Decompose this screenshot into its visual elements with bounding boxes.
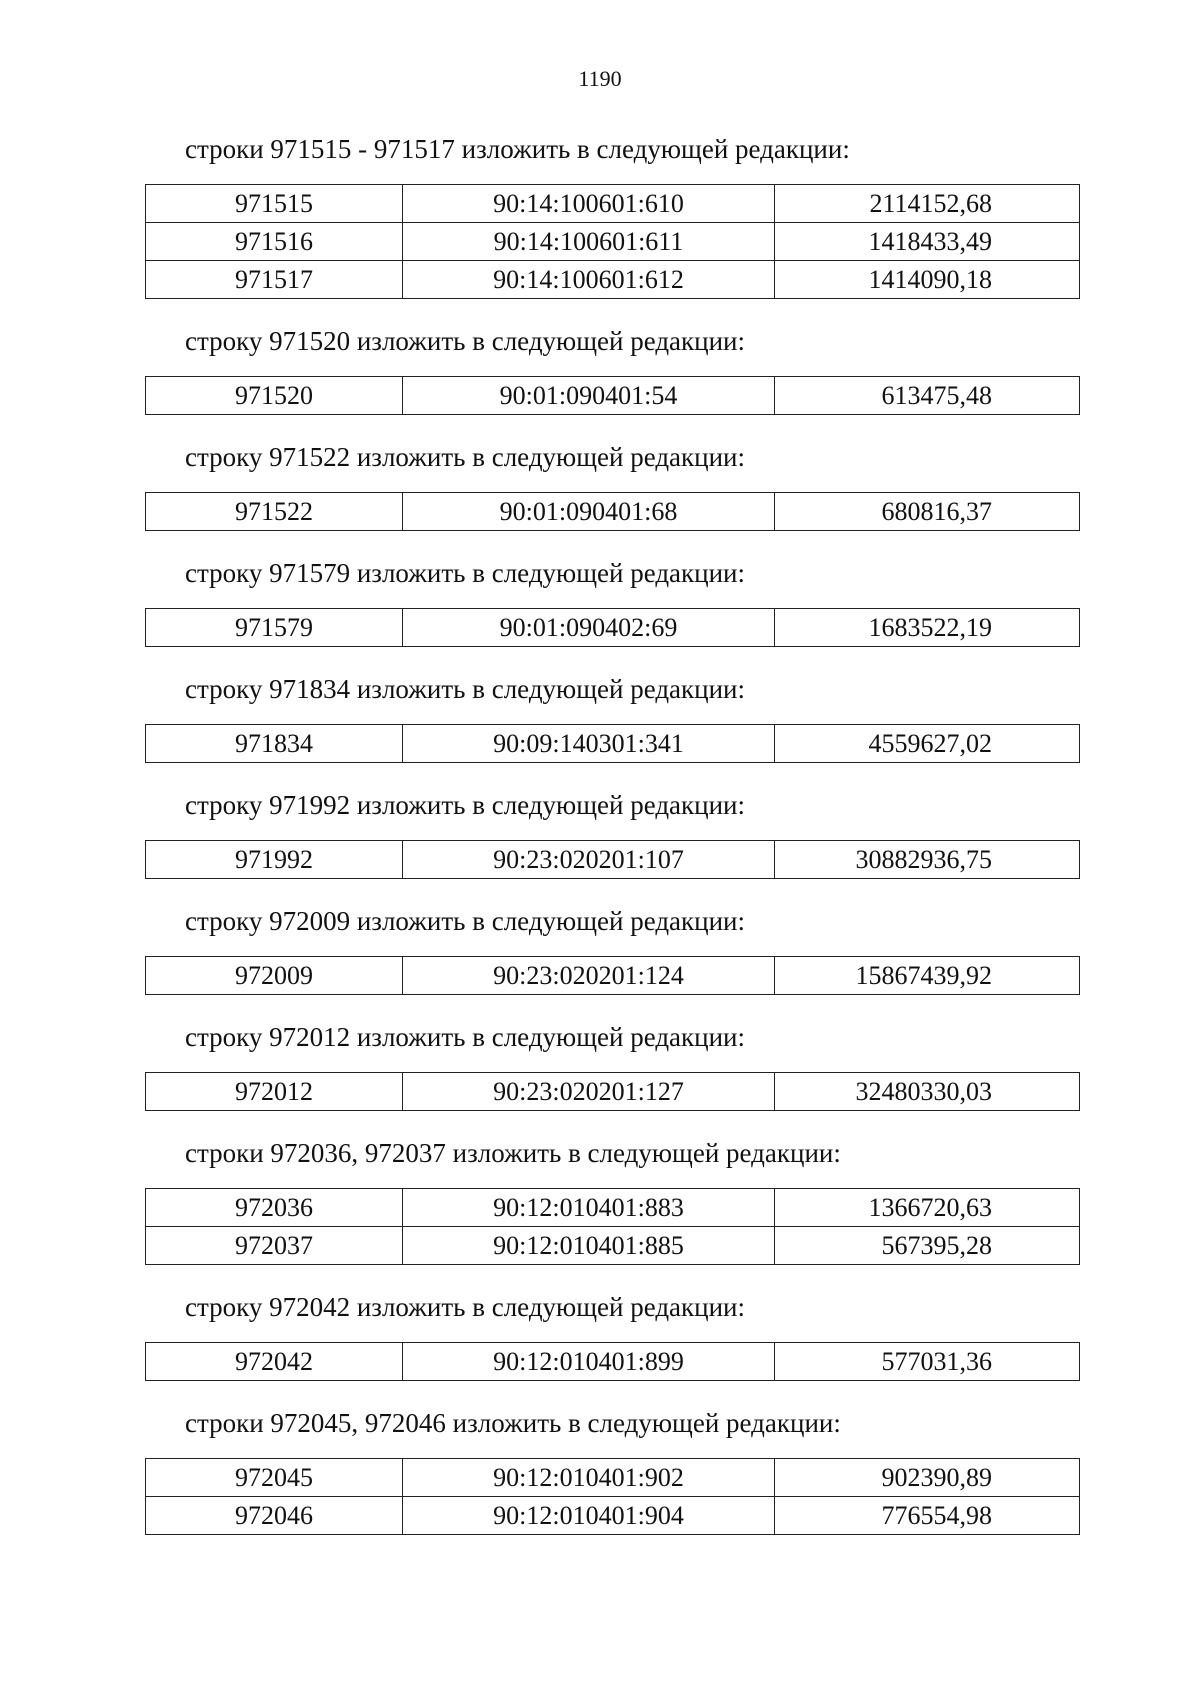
amendment-section xyxy=(145,325,1080,441)
cadastral-number-cell: 90:14:100601:612 xyxy=(403,261,775,299)
row-number-cell: 971522 xyxy=(146,493,403,531)
amendment-instruction: строки 971515 - 971517 изложить в следующей редакции: xyxy=(185,134,850,164)
value-cell: 577031,36 xyxy=(775,1343,1080,1381)
table-row xyxy=(146,1497,1080,1535)
amendment-instruction: строки 972045, 972046 изложить в следующей редакции: xyxy=(185,1408,841,1438)
cadastral-number-cell: 90:12:010401:904 xyxy=(403,1497,775,1535)
row-number-cell: 972037 xyxy=(146,1227,403,1265)
value-cell: 776554,98 xyxy=(775,1497,1080,1535)
amendment-section xyxy=(145,673,1080,789)
amendment-table xyxy=(145,724,1080,763)
amendment-section xyxy=(145,789,1080,905)
amendment-section xyxy=(145,1291,1080,1407)
amendment-section xyxy=(145,1137,1080,1291)
amendment-section xyxy=(145,441,1080,557)
cadastral-number-cell: 90:23:020201:107 xyxy=(403,841,775,879)
document-body xyxy=(145,133,1080,1535)
value-cell: 32480330,03 xyxy=(775,1073,1080,1111)
amendment-section xyxy=(145,905,1080,1021)
value-cell: 2114152,68 xyxy=(775,185,1080,223)
amendment-table xyxy=(145,1072,1080,1111)
amendment-section xyxy=(145,1021,1080,1137)
amendment-section xyxy=(145,557,1080,673)
value-cell: 1414090,18 xyxy=(775,261,1080,299)
table-row xyxy=(146,1189,1080,1227)
table-row xyxy=(146,841,1080,879)
amendment-table xyxy=(145,1188,1080,1265)
cadastral-number-cell: 90:23:020201:127 xyxy=(403,1073,775,1111)
value-cell: 680816,37 xyxy=(775,493,1080,531)
cadastral-number-cell: 90:01:090402:69 xyxy=(403,609,775,647)
amendment-section xyxy=(145,133,1080,325)
row-number-cell: 971517 xyxy=(146,261,403,299)
amendment-instruction: строку 971522 изложить в следующей редакции: xyxy=(185,442,746,472)
amendment-table xyxy=(145,1342,1080,1381)
cadastral-number-cell: 90:12:010401:902 xyxy=(403,1459,775,1497)
cadastral-number-cell: 90:01:090401:54 xyxy=(403,377,775,415)
amendment-table xyxy=(145,608,1080,647)
page-number: 1190 xyxy=(578,66,622,91)
amendment-instruction: строку 971992 изложить в следующей редакции: xyxy=(185,790,746,820)
amendment-table xyxy=(145,1458,1080,1535)
row-number-cell: 971520 xyxy=(146,377,403,415)
amendment-table xyxy=(145,840,1080,879)
row-number-cell: 971579 xyxy=(146,609,403,647)
value-cell: 1366720,63 xyxy=(775,1189,1080,1227)
table-row xyxy=(146,1459,1080,1497)
row-number-cell: 971516 xyxy=(146,223,403,261)
row-number-cell: 972009 xyxy=(146,957,403,995)
row-number-cell: 972012 xyxy=(146,1073,403,1111)
cadastral-number-cell: 90:12:010401:899 xyxy=(403,1343,775,1381)
table-row xyxy=(146,185,1080,223)
cadastral-number-cell: 90:12:010401:885 xyxy=(403,1227,775,1265)
cadastral-number-cell: 90:09:140301:341 xyxy=(403,725,775,763)
value-cell: 15867439,92 xyxy=(775,957,1080,995)
amendment-instruction: строку 971579 изложить в следующей редакции: xyxy=(185,558,746,588)
row-number-cell: 972042 xyxy=(146,1343,403,1381)
table-row xyxy=(146,261,1080,299)
value-cell: 567395,28 xyxy=(775,1227,1080,1265)
amendment-table xyxy=(145,956,1080,995)
cadastral-number-cell: 90:12:010401:883 xyxy=(403,1189,775,1227)
table-row xyxy=(146,609,1080,647)
table-row xyxy=(146,1227,1080,1265)
cadastral-number-cell: 90:14:100601:610 xyxy=(403,185,775,223)
cadastral-number-cell: 90:01:090401:68 xyxy=(403,493,775,531)
value-cell: 30882936,75 xyxy=(775,841,1080,879)
row-number-cell: 972046 xyxy=(146,1497,403,1535)
amendment-instruction: строки 972036, 972037 изложить в следующей редакции: xyxy=(185,1138,841,1168)
amendment-instruction: строку 972042 изложить в следующей редакции: xyxy=(185,1292,746,1322)
amendment-instruction: строку 971834 изложить в следующей редакции: xyxy=(185,674,746,704)
table-row xyxy=(146,377,1080,415)
value-cell: 4559627,02 xyxy=(775,725,1080,763)
amendment-instruction: строку 972009 изложить в следующей редакции: xyxy=(185,906,746,936)
cadastral-number-cell: 90:14:100601:611 xyxy=(403,223,775,261)
value-cell: 902390,89 xyxy=(775,1459,1080,1497)
amendment-table xyxy=(145,492,1080,531)
amendment-table xyxy=(145,376,1080,415)
table-row xyxy=(146,957,1080,995)
value-cell: 1683522,19 xyxy=(775,609,1080,647)
table-row xyxy=(146,1343,1080,1381)
cadastral-number-cell: 90:23:020201:124 xyxy=(403,957,775,995)
row-number-cell: 971992 xyxy=(146,841,403,879)
table-row xyxy=(146,223,1080,261)
value-cell: 613475,48 xyxy=(775,377,1080,415)
row-number-cell: 972045 xyxy=(146,1459,403,1497)
amendment-table xyxy=(145,184,1080,299)
table-row xyxy=(146,493,1080,531)
row-number-cell: 971834 xyxy=(146,725,403,763)
amendment-instruction: строку 971520 изложить в следующей редакции: xyxy=(185,326,746,356)
value-cell: 1418433,49 xyxy=(775,223,1080,261)
table-row xyxy=(146,1073,1080,1111)
amendment-instruction: строку 972012 изложить в следующей редакции: xyxy=(185,1022,746,1052)
row-number-cell: 972036 xyxy=(146,1189,403,1227)
amendment-section xyxy=(145,1407,1080,1535)
row-number-cell: 971515 xyxy=(146,185,403,223)
table-row xyxy=(146,725,1080,763)
